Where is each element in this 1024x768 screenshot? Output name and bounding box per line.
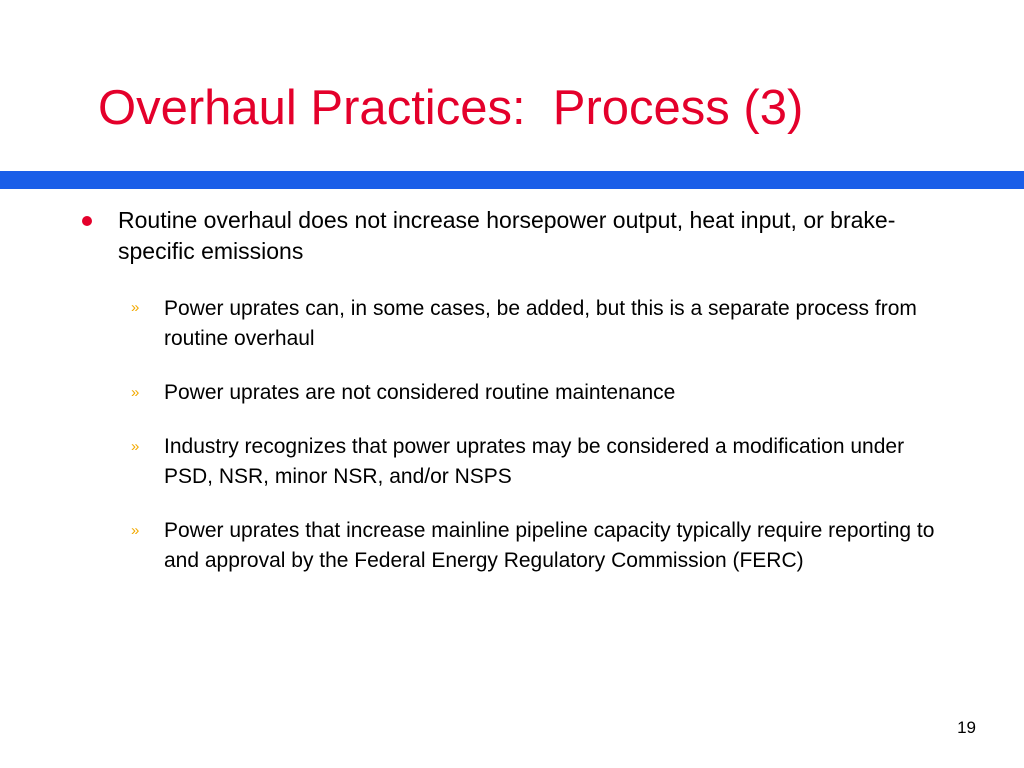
page-number: 19 <box>957 718 976 737</box>
sub-bullet-4: Power uprates that increase mainline pipeline capacity typically require reporting to and approval by the Federal Energy Regulatory Commission (FERC) <box>164 519 935 572</box>
sub-bullet-marker-icon: » <box>131 299 140 316</box>
slide-title: Overhaul Practices: Process (3) <box>98 81 804 135</box>
sub-bullet-marker-icon: » <box>131 522 140 539</box>
bullet-dot-icon <box>82 216 92 226</box>
title-divider-bar <box>0 171 1024 189</box>
sub-bullet-3: Industry recognizes that power uprates may be considered a modification under PSD, NSR, minor NSR, and/or NSPS <box>164 435 905 488</box>
sub-bullet-marker-icon: » <box>131 384 140 401</box>
sub-bullet-marker-icon: » <box>131 438 140 455</box>
sub-bullet-2: Power uprates are not considered routine maintenance <box>164 381 676 404</box>
sub-bullet-1: Power uprates can, in some cases, be added, but this is a separate process from routine overhaul <box>164 297 917 350</box>
main-bullet: Routine overhaul does not increase horsepower output, heat input, or brake-specific emissions <box>118 207 896 264</box>
